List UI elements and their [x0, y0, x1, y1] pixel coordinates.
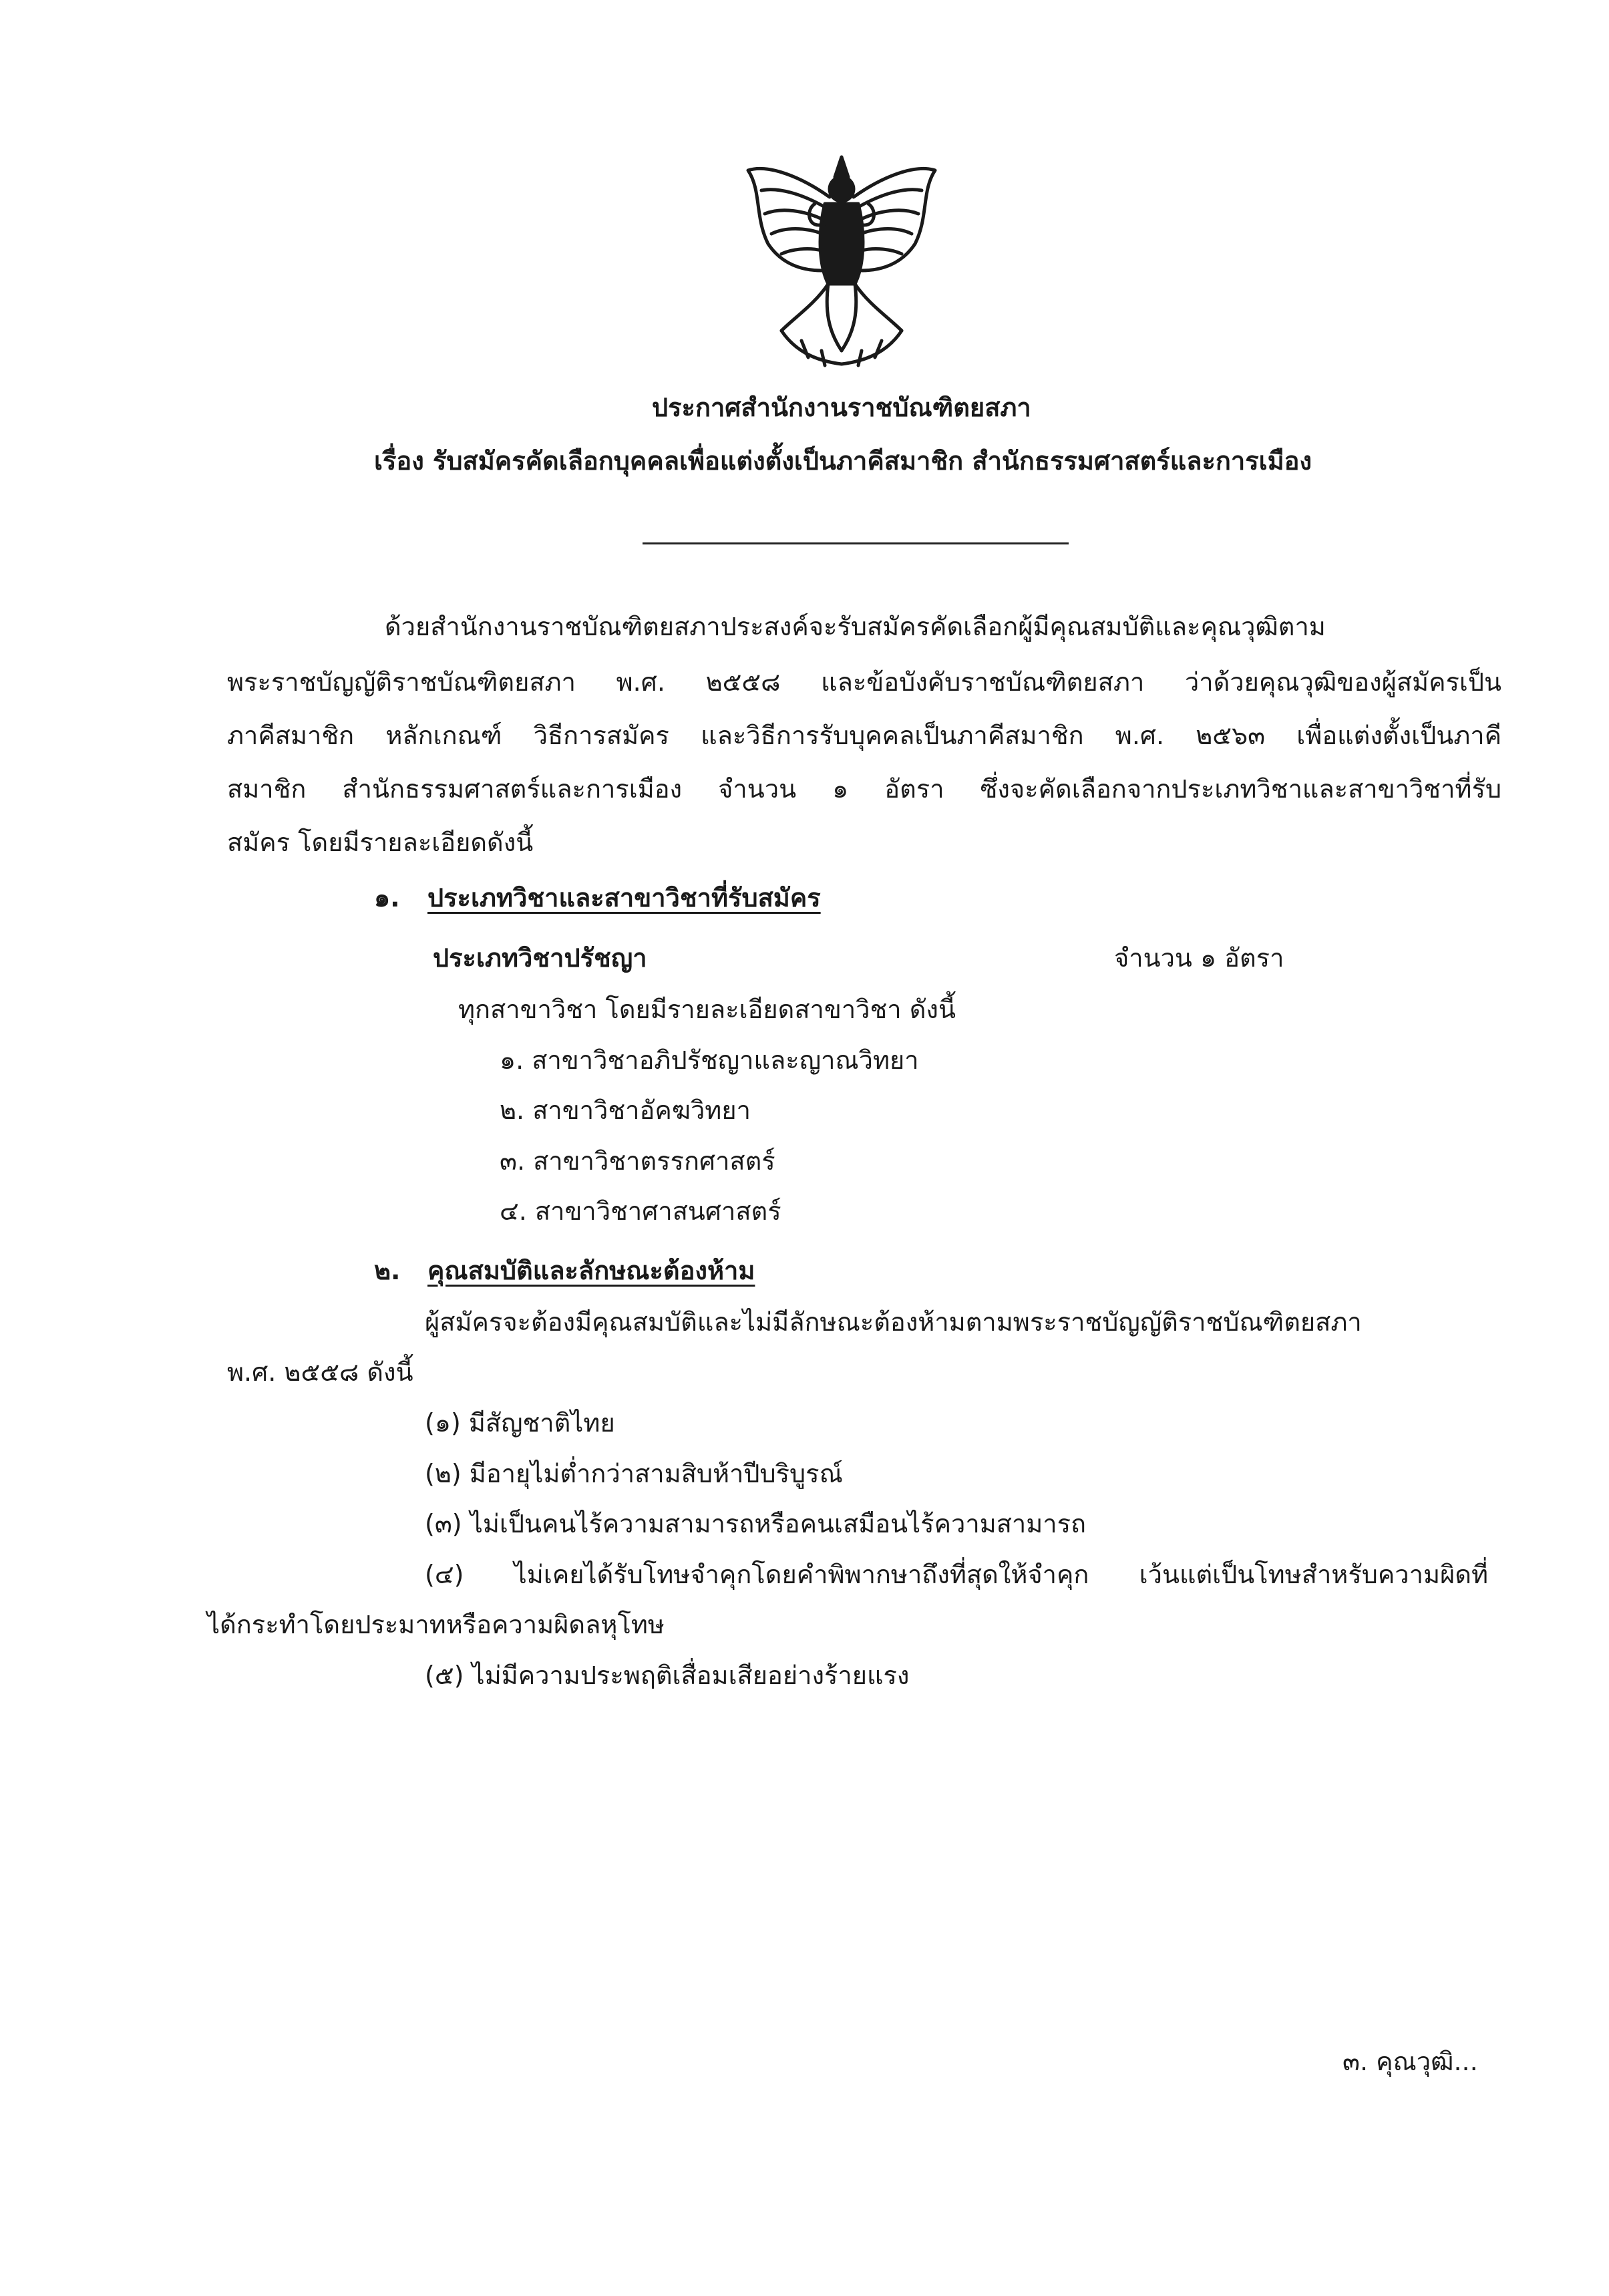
- branch-item-4: ๔. สาขาวิชาศาสนศาสตร์: [500, 1196, 781, 1226]
- qualification-item-2: (๒) มีอายุไม่ต่ำกว่าสามสิบห้าปีบริบูรณ์: [425, 1459, 843, 1488]
- document-title: ประกาศสำนักงานราชบัณฑิตยสภา: [652, 393, 1031, 422]
- section-2-number: ๒.: [374, 1256, 401, 1285]
- qualification-item-4-cont: ได้กระทำโดยประมาทหรือความผิดลหุโทษ: [207, 1610, 665, 1639]
- section-2-intro-line-1: ผู้สมัครจะต้องมีคุณสมบัติและไม่มีลักษณะต้องห้ามตามพระราชบัญญัติราชบัณฑิตยสภา: [425, 1307, 1362, 1337]
- branch-item-1: ๑. สาขาวิชาอภิปรัชญาและญาณวิทยา: [500, 1045, 919, 1075]
- document-subject: เรื่อง รับสมัครคัดเลือกบุคคลเพื่อแต่งตั้งเป็นภาคีสมาชิก สำนักธรรมศาสตร์และการเมือง: [374, 446, 1312, 476]
- branch-item-2: ๒. สาขาวิชาอัคฆวิทยา: [500, 1096, 751, 1125]
- qualification-item-1: (๑) มีสัญชาติไทย: [425, 1408, 615, 1438]
- page-continuation: ๓. คุณวุฒิ...: [1343, 2047, 1478, 2076]
- intro-line-1: ด้วยสำนักงานราชบัณฑิตยสภาประสงค์จะรับสมัครคัดเลือกผู้มีคุณสมบัติและคุณวุฒิตาม: [385, 612, 1326, 641]
- category-quota: จำนวน ๑ อัตรา: [1114, 943, 1284, 973]
- qualification-item-5: (๕) ไม่มีความประพฤติเสื่อมเสียอย่างร้ายแรง: [425, 1661, 910, 1690]
- intro-line-4: สมาชิก สำนักธรรมศาสตร์และการเมือง จำนวน ๑ อัตรา ซึ่งจะคัดเลือกจากประเภทวิชาและสาขาวิชาที่รับ: [227, 774, 1501, 804]
- category-name: ประเภทวิชาปรัชญา: [433, 943, 647, 973]
- branch-item-3: ๓. สาขาวิชาตรรกศาสตร์: [500, 1146, 775, 1176]
- garuda-emblem-icon: [741, 150, 942, 371]
- section-2-intro-line-2: พ.ศ. ๒๕๕๘ ดังนี้: [227, 1357, 413, 1387]
- intro-line-5: สมัคร โดยมีรายละเอียดดังนี้: [227, 828, 534, 857]
- intro-line-2: พระราชบัญญัติราชบัณฑิตยสภา พ.ศ. ๒๕๕๘ และข้อบังคับราชบัณฑิตยสภา ว่าด้วยคุณวุฒิของผู้สมัครเป็น: [227, 667, 1501, 697]
- category-note: ทุกสาขาวิชา โดยมีรายละเอียดสาขาวิชา ดังนี้: [458, 995, 956, 1024]
- qualification-item-4: (๔) ไม่เคยได้รับโทษจำคุกโดยคำพิพากษาถึงที่สุดให้จำคุก เว้นแต่เป็นโทษสำหรับความผิดที่: [425, 1560, 1488, 1589]
- section-2-heading: คุณสมบัติและลักษณะต้องห้าม: [427, 1256, 755, 1285]
- title-divider: [643, 542, 1069, 544]
- intro-line-3: ภาคีสมาชิก หลักเกณฑ์ วิธีการสมัคร และวิธีการรับบุคคลเป็นภาคีสมาชิก พ.ศ. ๒๕๖๓ เพื่อแต่งตั้งเป็นภาคี: [227, 721, 1501, 750]
- section-1-heading: ประเภทวิชาและสาขาวิชาที่รับสมัคร: [427, 883, 821, 913]
- section-1-number: ๑.: [374, 883, 400, 913]
- qualification-item-3: (๓) ไม่เป็นคนไร้ความสามารถหรือคนเสมือนไร้ความสามารถ: [425, 1509, 1087, 1538]
